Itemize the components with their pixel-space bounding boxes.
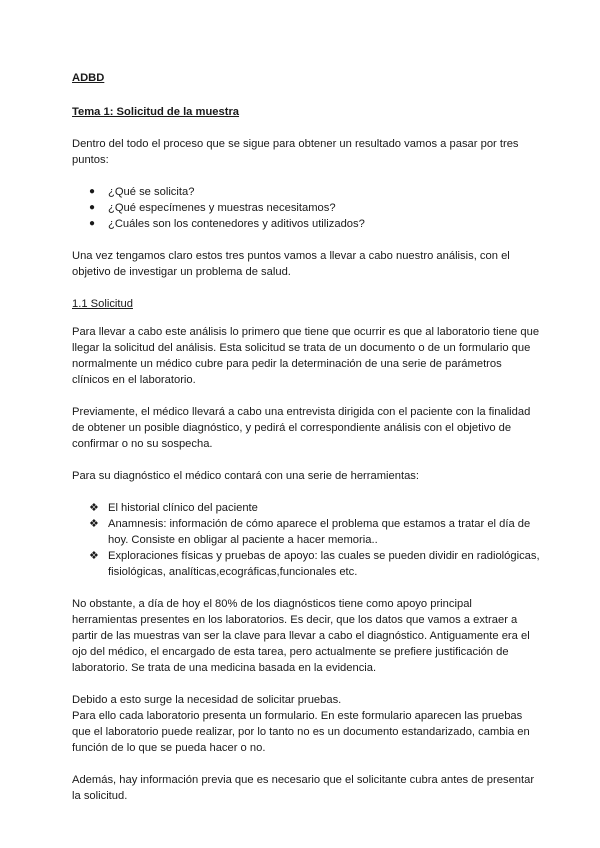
paragraph: Debido a esto surge la necesidad de solicitar pruebas.	[72, 694, 342, 706]
document-header: ADBD	[72, 72, 105, 84]
bullet-icon: ●	[89, 186, 96, 197]
bullet-icon: ●	[89, 202, 96, 213]
paragraph: Para su diagnóstico el médico contará con una serie de herramientas:	[72, 470, 420, 482]
diamond-bullet-icon: ❖	[89, 550, 99, 562]
tools-list	[72, 500, 540, 580]
intro-paragraph: Dentro del todo el proceso que se sigue para obtener un resultado vamos a pasar por tres puntos:	[72, 138, 519, 166]
topic-title: Tema 1: Solicitud de la muestra	[72, 106, 240, 118]
paragraph: No obstante, a día de hoy el 80% de los diagnósticos tiene como apoyo principal herramientas presentes en los laboratorios. Es decir, que los datos que vamos a extraer a partir de las muestras van ser la clave para llevar a cabo el diagnóstico. Antiguamente era el ojo del médico, el encargado de esta tarea, pero actualmente se prefiere justificación de laboratorio. Se trata de una medicina basada en la evidencia.	[72, 598, 530, 674]
after-questions-paragraph: Una vez tengamos claro estos tres puntos vamos a llevar a cabo nuestro análisis, con el objetivo de investigar un problema de salud.	[72, 250, 510, 278]
questions-list	[72, 184, 540, 232]
paragraph: Previamente, el médico llevará a cabo una entrevista dirigida con el paciente con la finalidad de obtener un posible diagnóstico, y pedirá el correspondiente análisis con el objetivo de confirmar o no su sospecha.	[72, 406, 531, 450]
section-title: 1.1 Solicitud	[72, 298, 133, 310]
list-item: ❖ Anamnesis: información de cómo aparece el problema que estamos a tratar el día de hoy. Consiste en obligar al paciente a hacer memoria..	[89, 518, 531, 546]
list-item: ● ¿Cuáles son los contenedores y aditivos utilizados?	[89, 218, 365, 230]
bullet-icon: ●	[89, 218, 96, 229]
paragraph: Para llevar a cabo este análisis lo primero que tiene que ocurrir es que al laboratorio tiene que llegar la solicitud del análisis. Esta solicitud se trata de un documento o de un formulario que normalmente un médico cubre para pedir la determinación de una serie de parámetros clínicos en el laboratorio.	[72, 326, 540, 386]
list-item: ● ¿Qué especímenes y muestras necesitamos?	[89, 202, 336, 214]
list-item: ● ¿Qué se solicita?	[89, 186, 195, 198]
paragraph: Para ello cada laboratorio presenta un formulario. En este formulario aparecen las pruebas que el laboratorio puede realizar, por lo tanto no es un documento estandarizado, cambia en función de lo que se pueda hacer o no.	[72, 710, 530, 754]
diamond-bullet-icon: ❖	[89, 518, 99, 530]
list-item: ❖ El historial clínico del paciente	[89, 502, 258, 514]
paragraph: Además, hay información previa que es necesario que el solicitante cubra antes de presentar la solicitud.	[72, 774, 535, 802]
diamond-bullet-icon: ❖	[89, 502, 99, 514]
list-item: ❖ Exploraciones físicas y pruebas de apoyo: las cuales se pueden dividir en radiológicas, fisiológicas, analíticas,ecográficas,funcionales etc.	[89, 550, 540, 578]
